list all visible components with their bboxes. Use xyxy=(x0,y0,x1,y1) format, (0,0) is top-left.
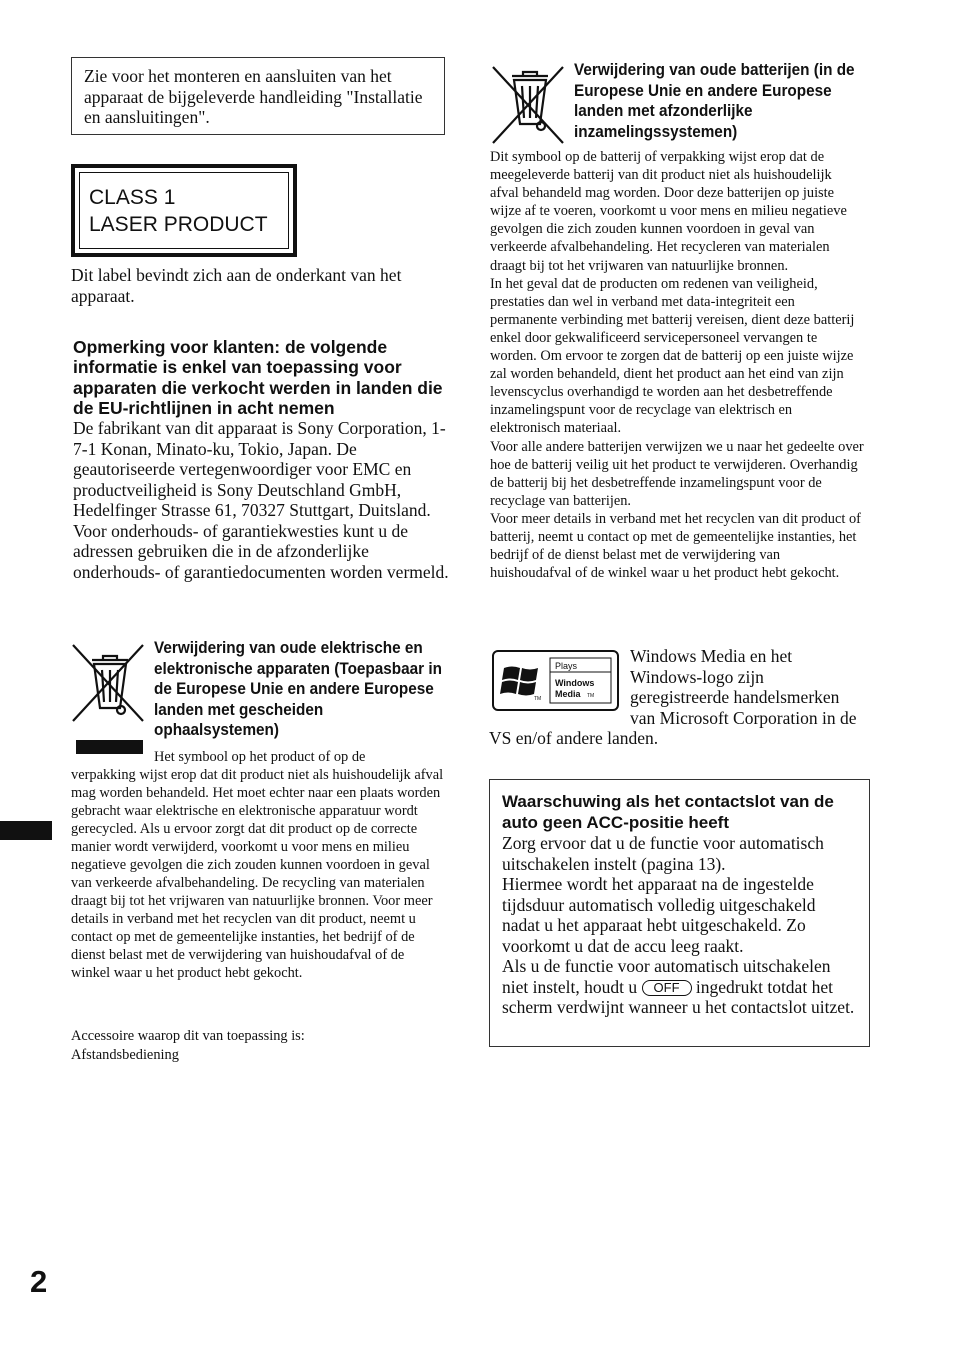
acc-warning-paragraph xyxy=(502,956,857,1018)
accessory-note xyxy=(71,1027,446,1065)
accessory-label: Accessoire waarop dit van toepassing is: xyxy=(71,1028,305,1044)
logo-media-text: Media xyxy=(555,689,581,699)
battery-disposal-paragraph: In het geval dat de producten om redenen van veiligheid, prestaties dan wel in verband met data-integriteit een permanente verbinding met batterij vereisen, dient deze batterij enkel door gekwalificeerd servicepersoneel vervangen te worden. Om ervoor te zorgen dat de batterij op een juiste wijze zal worden behandeld, dient het product aan het eind van zijn levenscyclus overhandigd te worden aan het desbetreffende inzamelingspunt voor de recyclage van elektrisch en elektronisch materiaal. xyxy=(490,275,855,437)
acc-warning-box xyxy=(489,779,870,1047)
weee-underline-bar xyxy=(76,740,143,754)
logo-trademark-text: TM xyxy=(587,693,595,699)
logo-windows-text: Windows xyxy=(555,678,595,688)
logo-plays-text: Plays xyxy=(555,661,578,671)
windows-media-notice-text: Windows Media en het Windows-logo zijn geregistreerde handelsmerken van Microsoft Corporation in de VS en/of andere landen. xyxy=(489,646,857,748)
acc-warning-text: ingedrukt totdat het scherm verdwijnt wanneer u het contactslot uitzet. xyxy=(502,976,855,1017)
crossed-bin-icon xyxy=(70,642,146,724)
electrical-disposal-body: verpakking wijst erop dat dit product niet als huishoudelijk afval mag worden behandeld. Het moet echter naar een plaats worden gebracht waar elektrische en elektronische apparatuur wordt gerecycled. Als u ervoor zorgt dat dit product op de correcte manier wordt verwijderd, voorkomt u voor mens en milieu negatieve gevolgen die zich zouden kunnen voordoen in geval van verkeerde afvalbehandeling. De recycling van materialen draagt bij tot het vrijwaren van natuurlijke bronnen. Voor meer details in verband met het recyclen van dit product, neemt u contact op met de gemeentelijke instanties, het bedrijf of de dienst belast met de verwijdering van huishoudafval of de winkel waar u het product hebt gekocht. xyxy=(71,767,444,981)
installation-note-box xyxy=(71,57,445,135)
installation-note-text: Zie voor het monteren en aansluiten van het apparaat de bijgeleverde handleiding "Installatie en aansluitingen". xyxy=(84,66,423,127)
acc-warning-heading: Waarschuwing als het contactslot van de auto geen ACC-positie heeft xyxy=(502,792,834,832)
acc-warning-paragraph: Hiermee wordt het apparaat na de ingestelde tijdsduur automatisch volledig uitgeschakeld nadat u het apparaat hebt uitgeschakeld. Zo voorkomt u dat de accu leeg raakt. xyxy=(502,874,816,956)
electrical-disposal-body-first-line: Het symbool op het product of op de xyxy=(154,749,366,765)
battery-disposal-paragraph: Voor meer details in verband met het recyclen van dit product of batterij, neemt u contact op met de gemeentelijke instanties, het bedrijf of de dienst belast met de verwijdering van huishoudafval of de winkel waar u het product hebt gekocht. xyxy=(490,510,861,582)
page-number: 2 xyxy=(30,1264,48,1299)
acc-warning-paragraph: Zorg ervoor dat u de functie voor automatisch uitschakelen instelt (pagina 13). xyxy=(502,833,824,874)
laser-product-label xyxy=(71,164,297,257)
acc-warning-text: Als u de functie voor automatisch uitschakelen niet instelt, houdt u xyxy=(502,956,831,997)
battery-disposal-body xyxy=(490,148,864,582)
electrical-disposal-heading: Verwijdering van oude elektrische en elektronische apparaten (Toepasbaar in de Europese Unie en andere Europese landen met gescheiden ophaalsystemen) xyxy=(154,638,442,739)
windows-media-logo xyxy=(492,650,619,711)
acc-warning-body xyxy=(502,833,857,1018)
logo-trademark-small-text: TM xyxy=(534,696,542,702)
battery-disposal-heading: Verwijdering van oude batterijen (in de Europese Unie en andere Europese landen met afzonderlijke inzamelingssystemen) xyxy=(574,60,855,141)
eu-notice-body: De fabrikant van dit apparaat is Sony Corporation, 1-7-1 Konan, Minato-ku, Tokio, Japan. De geautoriseerde vertegenwoordiger voor EMC en productveiligheid is Sony Deutschland GmbH, Hedelfinger Strasse 61, 70327 Stuttgart, Duitsland. Voor onderhouds- of garantiekwesties kunt u de adressen gebruiken die in de afzonderlijke onderhouds- of garantiedocumenten worden vermeld. xyxy=(73,418,449,582)
laser-label-text: CLASS 1 LASER PRODUCT xyxy=(89,186,268,236)
windows-flag-icon xyxy=(494,652,617,709)
battery-disposal-paragraph: Voor alle andere batterijen verwijzen we u naar het gedeelte over hoe de batterij veilig uit het product te verwijderen. Overhandig de batterij bij het desbetreffende inzamelingspunt voor de recyclage van batterijen. xyxy=(490,438,864,509)
off-button-symbol: OFF xyxy=(642,980,692,996)
crossed-bin-icon xyxy=(490,64,566,146)
label-location-note: Dit label bevindt zich aan de onderkant van het apparaat. xyxy=(71,265,402,306)
eu-notice-heading: Opmerking voor klanten: de volgende informatie is enkel van toepassing voor apparaten die verkocht werden in landen die de EU-richtlijnen in acht nemen xyxy=(73,337,443,418)
battery-disposal-paragraph: Dit symbool op de batterij of verpakking wijst erop dat de meegeleverde batterij van dit product niet als huishoudelijk afval behandeld mag worden. Door deze batterijen op juiste wijze af te voeren, voorkomt u voor mens en milieu negatieve gevolgen die zich zouden kunnen voordoen in geval van verkeerde afvalbehandeling. Het recycleren van materialen draagt bij tot het vrijwaren van natuurlijke bronnen. xyxy=(490,149,847,274)
accessory-value: Afstandsbediening xyxy=(71,1047,179,1063)
section-side-tab xyxy=(0,821,52,840)
